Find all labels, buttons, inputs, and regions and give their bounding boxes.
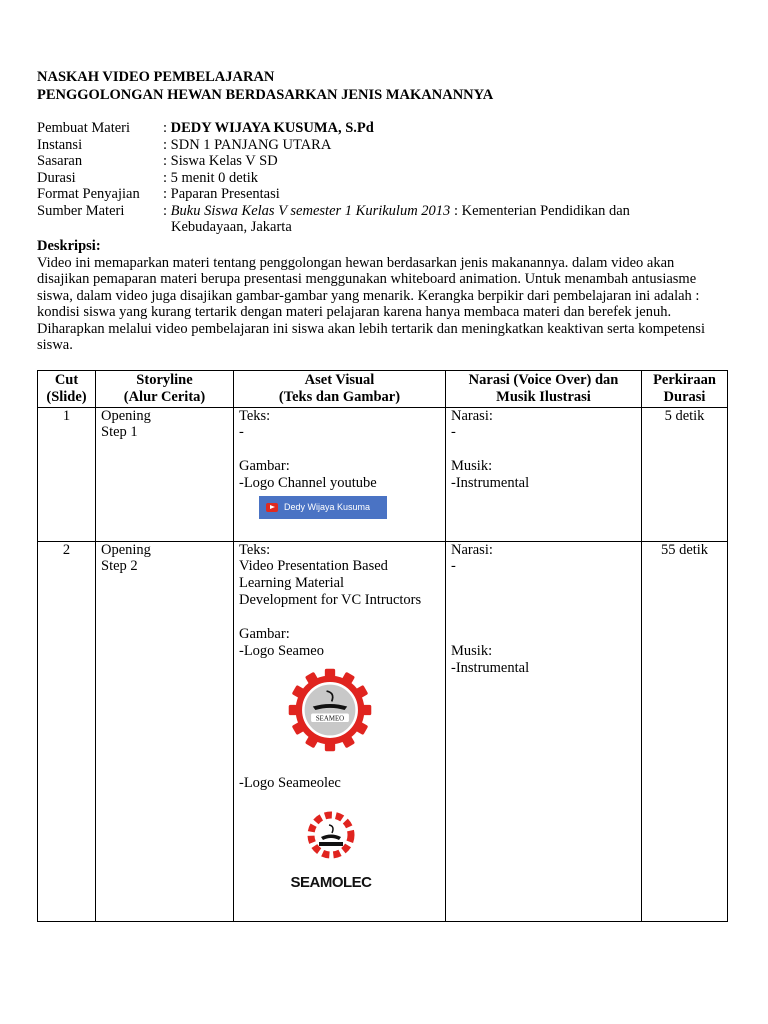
meta-key: Format Penyajian [37,186,140,202]
meta-value: : SDN 1 PANJANG UTARA [163,136,332,153]
storyboard-table [37,370,728,922]
meta-key: Sumber Materi [37,202,125,219]
cell-narration: Narasi: - Musik: -Instrumental [446,541,642,921]
table-row [38,407,728,541]
cell-duration: 5 detik [642,407,728,541]
seamolec-logo-text: SEAMOLEC [290,873,372,891]
meta-row-pembuat: Pembuat Materi : DEDY WIJAYA KUSUMA, S.Pd [37,120,374,136]
header-narration: Narasi (Voice Over) dan Musik Ilustrasi [446,371,642,408]
document-title-line-2: PENGGOLONGAN HEWAN BERDASARKAN JENIS MAKANANNYA [37,87,494,103]
meta-source-book: Buku Siswa Kelas V semester 1 Kurikulum 2013 [170,202,451,219]
seameo-logo [287,667,440,758]
header-cut: Cut (Slide) [38,371,96,408]
meta-source-publisher: : Kementerian Pendidikan dan [450,202,630,219]
table-row [38,541,728,921]
meta-row-durasi [37,170,737,187]
youtube-channel-name: Dedy Wijaya Kusuma [284,501,371,512]
header-storyline: Storyline (Alur Cerita) [96,371,234,408]
meta-row-instansi [37,137,737,154]
table-header-row [38,371,728,408]
cell-storyline: Opening Step 1 [96,407,234,541]
cell-duration: 55 detik [642,541,728,921]
meta-row-sumber: Sumber Materi : Buku Siswa Kelas V semester 1 Kurikulum 2013 : Kementerian Pendidikan dan Kebudayaan, Jakarta [37,202,630,235]
youtube-play-icon [266,503,278,512]
metadata-block [37,120,737,236]
meta-key: Pembuat Materi [37,120,131,136]
cell-visual: Teks: Video Presentation Based Learning Material Development for VC Intructors Gambar: -Logo Seameo SEAMEO -Logo Seameolec SEAMOLEC [234,541,446,921]
cell-visual: Teks: - Gambar: -Logo Channel youtube Dedy Wijaya Kusuma [234,407,446,541]
meta-author: DEDY WIJAYA KUSUMA, S.Pd [170,120,374,136]
youtube-channel-badge [259,496,387,519]
header-visual-assets: Aset Visual (Teks dan Gambar) [234,371,446,408]
header-duration: Perkiraan Durasi [642,371,728,408]
document-title-line-1: NASKAH VIDEO PEMBELAJARAN [37,69,275,85]
meta-row-format [37,186,737,203]
document-page [37,68,737,354]
seamolec-logo [279,802,440,892]
meta-key: Durasi [37,169,76,186]
seameo-logo-text: SEAMEO [315,715,345,723]
meta-key: Instansi [37,136,83,153]
meta-value: : 5 menit 0 detik [163,169,259,186]
cell-narration: Narasi: - Musik: -Instrumental [446,407,642,541]
description-heading: Deskripsi: [37,237,101,254]
cell-cut: 1 [38,407,96,541]
meta-value: : Siswa Kelas V SD [163,153,278,169]
meta-value: : Paparan Presentasi [163,186,280,202]
meta-row-sasaran [37,153,737,170]
cell-cut: 2 [38,541,96,921]
description-body: Video ini memaparkan materi tentang penggolongan hewan berdasarkan jenis makanannya. dalam video akan disajikan pemaparan materi berupa presentasi menggunakan whiteboard animation. Untuk menambah antusiasme siswa, dalam video juga disajikan gambar-gambar yang menarik. Kerangka berpikir dari pembelajaran ini adalah : kondisi siswa yang kurang tertarik dengan materi pelajaran karena hanya membaca materi dan berefek jenuh. Diharapkan melalui video pembelajaran ini siswa akan lebih tertarik dan meningkatkan keaktivan serta kompetensi siswa. [37,254,705,354]
meta-source-publisher-cont: Kebudayaan, Jakarta [171,219,292,235]
cell-storyline: Opening Step 2 [96,541,234,921]
meta-key: Sasaran [37,153,83,169]
